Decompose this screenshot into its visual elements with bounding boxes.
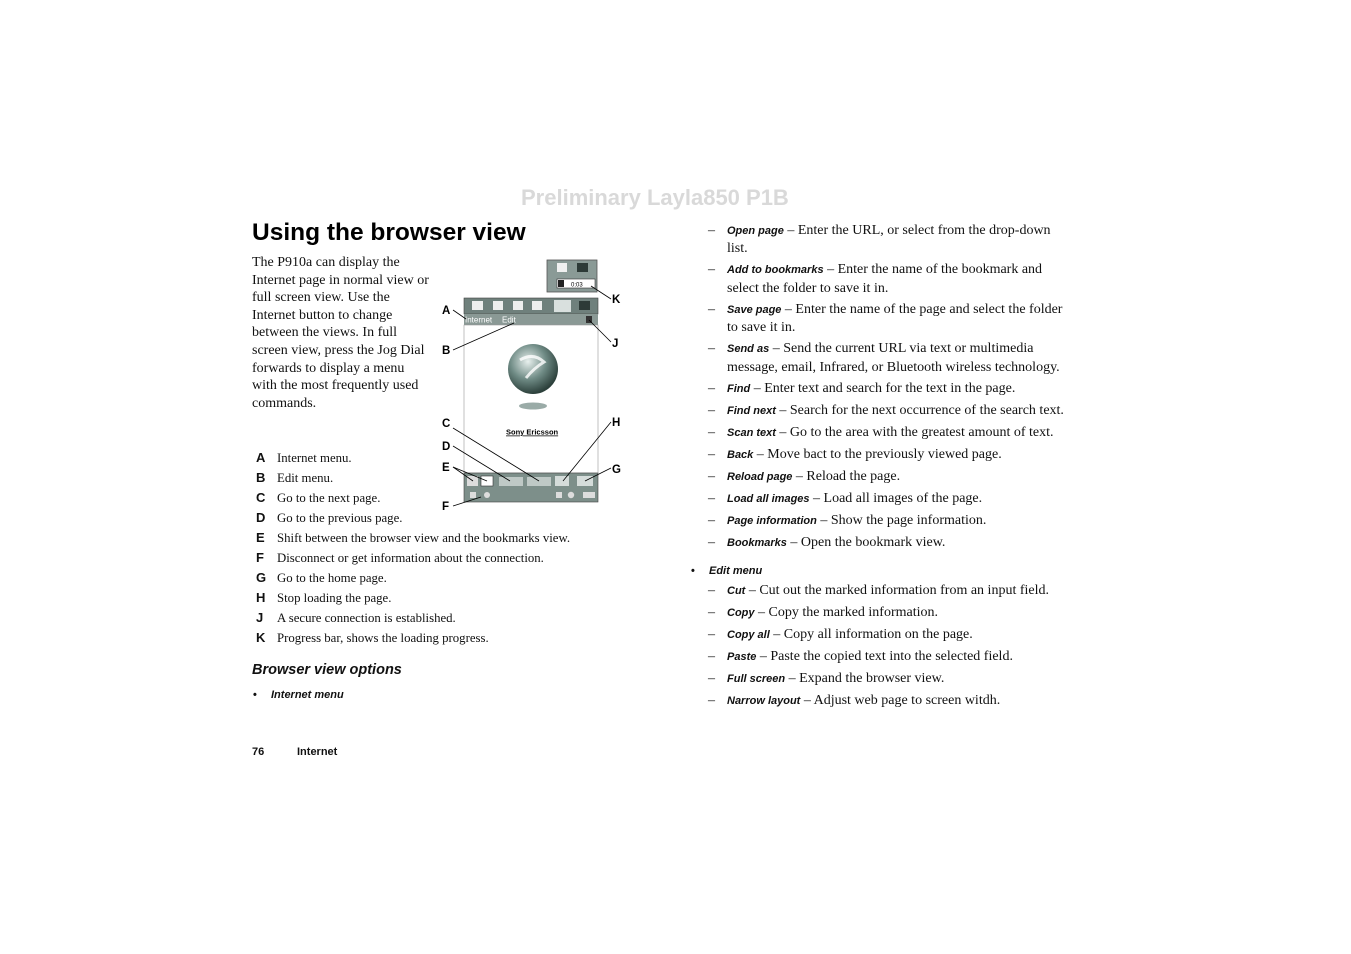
progress-text: 0:03: [571, 282, 583, 289]
command-desc: – Copy the marked information.: [754, 605, 939, 621]
legend-key: G: [256, 570, 267, 585]
list-item: – Find – Enter text and search for the text in the page.: [708, 380, 1016, 396]
legend-key: B: [256, 470, 266, 485]
command-name: Narrow layout: [727, 695, 801, 708]
list-item: – Full screen – Expand the browser view.: [708, 671, 945, 687]
list-item: – Save page – Enter the name of the page and select the folder to save it in.: [708, 301, 1063, 336]
command-desc: – Adjust web page to screen witdh.: [800, 693, 1001, 709]
legend-text: Shift between the browser view and the bookmarks view.: [277, 531, 571, 545]
calendar-icon: [532, 301, 542, 310]
bullet-glyph: •: [691, 565, 695, 578]
browser-icon: [554, 300, 571, 312]
command-name: Find: [727, 382, 751, 395]
internet-icon: [557, 263, 567, 272]
internet-menu-label: Internet menu: [271, 689, 344, 701]
legend-key: E: [256, 530, 265, 545]
legend-row: [256, 610, 656, 630]
legend-row: [256, 590, 656, 610]
command-name: Back: [727, 448, 754, 461]
list-item: – Scan text – Go to the area with the greatest amount of text.: [708, 424, 1054, 440]
legend-text: Go to the home page.: [277, 571, 387, 585]
legend-text: Go to the previous page.: [277, 511, 403, 525]
command-desc: – Send the current URL via text or multimedia message, email, Infrared, or Bluetooth wireless technology.: [727, 341, 1060, 375]
messaging-icon: [472, 301, 483, 310]
command-desc: – Copy all information on the page.: [769, 627, 973, 643]
callout-c: C: [442, 418, 451, 430]
legend-row: [256, 550, 656, 570]
callout-j: J: [612, 338, 619, 350]
legend-row: [256, 530, 656, 550]
command-name: Scan text: [727, 426, 776, 439]
callout-g: G: [612, 464, 621, 476]
callout-legend: [256, 450, 656, 650]
command-desc: – Move bact to the previously viewed page.: [753, 446, 1002, 462]
command-name: Send as: [727, 343, 770, 356]
internet-menu-bullet: [253, 689, 344, 701]
list-item: – Bookmarks – Open the bookmark view.: [708, 534, 946, 550]
callout-b: B: [442, 345, 451, 357]
page-number: 76: [252, 746, 265, 758]
apps-icon: [577, 263, 588, 272]
legend-row: [256, 630, 656, 650]
legend-key: A: [256, 450, 266, 465]
legend-text: Go to the next page.: [277, 491, 381, 505]
legend-text: A secure connection is established.: [277, 611, 456, 625]
command-desc: – Open the bookmark view.: [786, 534, 946, 550]
list-item: – Back – Move bact to the previously viewed page.: [708, 446, 1002, 462]
legend-key: H: [256, 590, 266, 605]
list-item: – Open page – Enter the URL, or select from the drop-down list.: [708, 223, 1051, 257]
callout-d: D: [442, 441, 451, 453]
page-title: Using the browser view: [252, 219, 526, 246]
list-item: – Add to bookmarks – Enter the name of the bookmark and select the folder to save it in.: [708, 262, 1043, 296]
list-item: – Reload page – Reload the page.: [708, 468, 901, 484]
command-name: Cut: [727, 585, 746, 598]
edit-menu-bullet: [691, 565, 1068, 577]
command-name: Full screen: [727, 673, 786, 686]
command-desc: – Go to the area with the greatest amount of text.: [775, 424, 1054, 440]
legend-text: Edit menu.: [277, 471, 334, 485]
legend-text: Internet menu.: [277, 451, 352, 465]
command-name: Page information: [727, 514, 817, 527]
command-desc: – Cut out the marked information from an input field.: [745, 583, 1049, 599]
command-name: Bookmarks: [727, 536, 787, 549]
command-name: Copy: [727, 607, 755, 620]
legend-key: F: [256, 550, 264, 565]
command-desc: – Search for the next occurrence of the search text.: [775, 402, 1064, 418]
legend-key: D: [256, 510, 266, 525]
internet-menu-label: Internet: [465, 315, 493, 325]
command-desc: – Load all images of the page.: [809, 490, 983, 506]
apps-icon: [579, 301, 590, 310]
command-desc: – Enter the name of the bookmark and select the folder to save it in.: [727, 262, 1043, 296]
phone-icon: [513, 301, 523, 310]
logo-shadow: [519, 403, 547, 410]
contacts-icon: [493, 301, 503, 310]
list-item: – Send as – Send the current URL via text or multimedia message, email, Infrared, or Bluetooth wireless technology.: [708, 341, 1060, 375]
edit-menu-label: Edit menu: [709, 565, 763, 578]
watermark: Preliminary Layla850 P1B: [521, 185, 789, 210]
command-desc: – Enter the URL, or select from the drop-down list.: [727, 223, 1051, 257]
list-item: – Cut – Cut out the marked information from an input field.: [708, 583, 1049, 599]
legend-row: [256, 470, 656, 490]
legend-key: C: [256, 490, 266, 505]
list-item: – Find next – Search for the next occurrence of the search text.: [708, 402, 1064, 418]
callout-k: K: [612, 294, 621, 306]
legend-row: [256, 510, 656, 530]
list-item: – Narrow layout – Adjust web page to screen witdh.: [708, 693, 1001, 709]
command-desc: – Show the page information.: [816, 512, 987, 528]
command-desc: – Reload the page.: [792, 468, 901, 484]
callout-a: A: [442, 305, 451, 317]
command-name: Add to bookmarks: [727, 264, 824, 277]
command-name: Open page: [727, 225, 784, 237]
command-desc: – Enter text and search for the text in the page.: [750, 380, 1016, 396]
command-desc: – Expand the browser view.: [785, 671, 945, 687]
options-list: [691, 222, 1068, 714]
command-name: Reload page: [727, 470, 793, 483]
command-name: Paste: [727, 651, 757, 664]
legend-row: [256, 490, 656, 510]
list-item: – Paste – Paste the copied text into the selected field.: [708, 649, 1013, 665]
list-item: – Copy – Copy the marked information.: [708, 605, 939, 621]
legend-text: Disconnect or get information about the connection.: [277, 551, 544, 565]
bullet-glyph: •: [253, 689, 257, 701]
app-toolbar: [464, 298, 598, 314]
legend-text: Progress bar, shows the loading progress.: [277, 631, 489, 645]
legend-text: Stop loading the page.: [277, 591, 392, 605]
intro-paragraph: The P910a can display the Internet page in normal view or full screen view. Use the Internet button to change between the views. In full screen view, press the Jog Dial forwards to display a menu with the most frequently used commands.: [252, 255, 429, 411]
command-desc: – Paste the copied text into the selected field.: [756, 649, 1013, 665]
options-heading: Browser view options: [252, 662, 402, 678]
progress-fill: [558, 280, 564, 287]
edit-menu-label: Edit: [502, 315, 516, 325]
command-name: Load all images: [727, 492, 810, 505]
chapter-name: Internet: [297, 746, 338, 758]
callout-h: H: [612, 417, 621, 429]
list-item: – Copy all – Copy all information on the page.: [708, 627, 973, 643]
command-name: Find next: [727, 404, 776, 417]
legend-key: K: [256, 630, 266, 645]
command-name: Save page: [727, 303, 782, 316]
list-item: – Page information – Show the page information.: [708, 512, 987, 528]
callout-f: F: [442, 501, 450, 513]
callout-e: E: [442, 462, 450, 474]
logo-link: Sony Ericsson: [506, 427, 559, 437]
legend-row: [256, 570, 656, 590]
legend-key: J: [256, 610, 264, 625]
legend-row: [256, 450, 656, 470]
command-name: Copy all: [727, 629, 770, 642]
command-desc: – Enter the name of the page and select the folder to save it in.: [727, 301, 1063, 336]
list-item: – Load all images – Load all images of the page.: [708, 490, 983, 506]
